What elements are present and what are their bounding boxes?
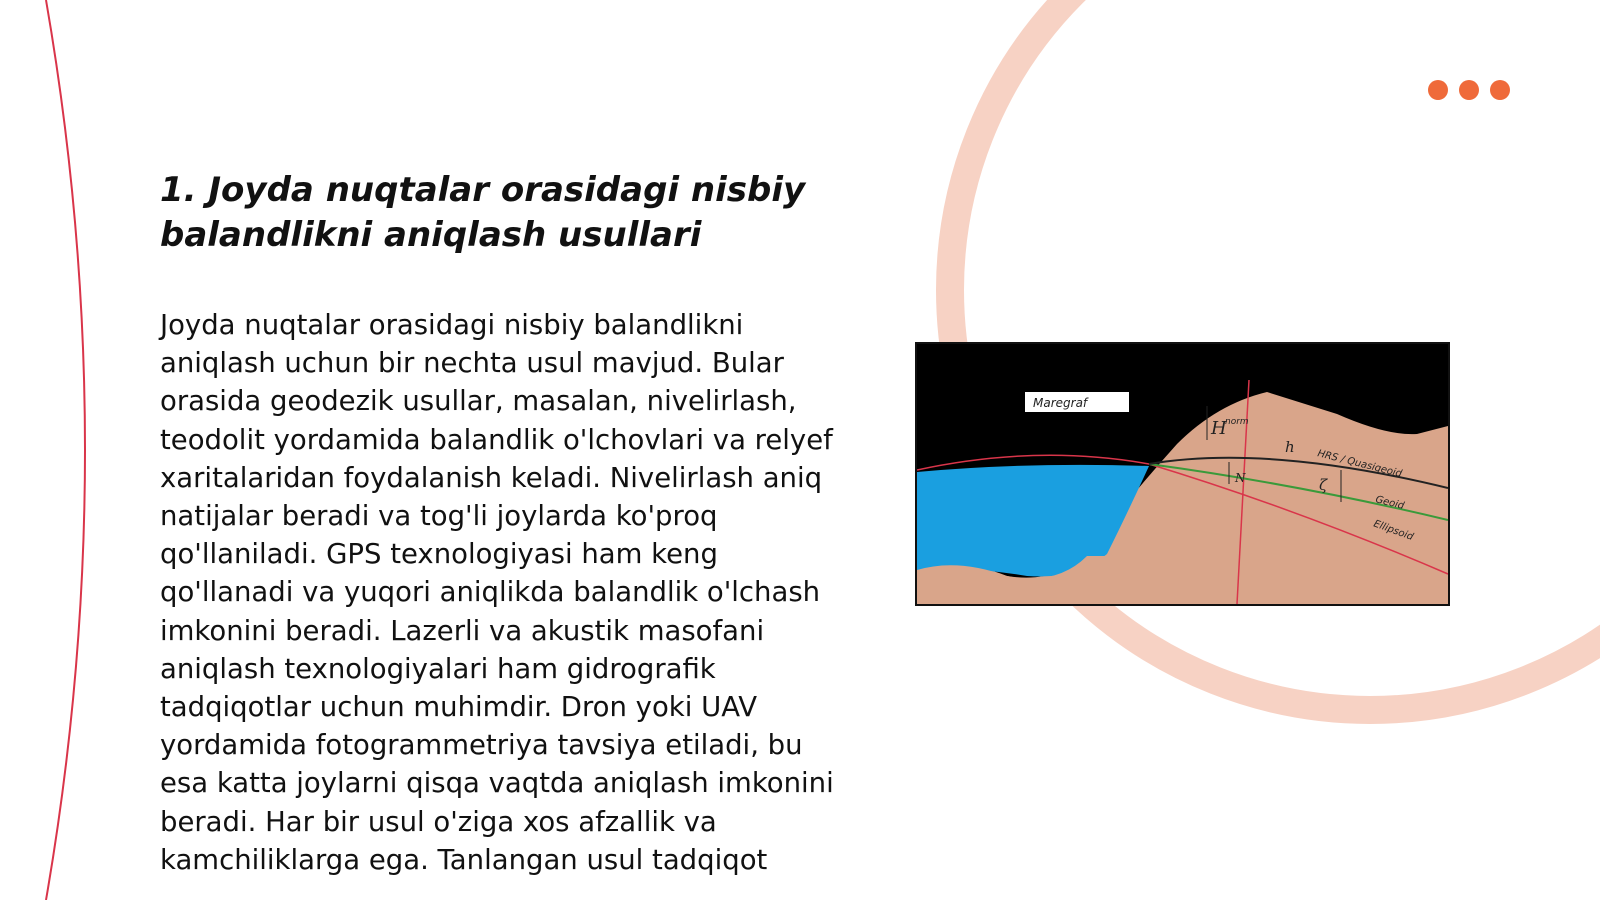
h-norm-superscript: norm [1225, 417, 1249, 427]
dot-icon [1459, 80, 1479, 100]
left-red-arc-decoration [46, 0, 85, 900]
maregraf-label: Maregraf [1033, 396, 1088, 410]
h-norm-label: H [1211, 418, 1227, 439]
n-label: N [1235, 471, 1246, 485]
menu-dots [1428, 80, 1510, 100]
slide-title: 1. Joyda nuqtalar orasidagi nisbiy balandlikni aniqlash usullari [160, 170, 806, 255]
zeta-label: ζ [1319, 476, 1328, 494]
dot-icon [1490, 80, 1510, 100]
slide-body-text: Joyda nuqtalar orasidagi nisbiy balandlikni aniqlash uchun bir nechta usul mavjud. Bular orasida geodezik usullar, masalan, nivelirlash, teodolit yordamida balandlik o'lchovlari va relyef xaritalaridan foydalanish keladi. Nivelirlash aniq natijalar beradi va tog'li joylarda ko'proq qo'llaniladi. GPS texnologiyasi ham keng qo'llanadi va yuqori aniqlikda balandlik o'lchash imkonini beradi. Lazerli va akustik masofani aniqlash texnologiyalari ham gidrografik tadqiqotlar uchun muhimdir. Dron yoki UAV yordamida fotogrammetriya tavsiya etiladi, bu esa katta joylarni qisqa vaqtda aniqlash imkonini beradi. Har bir usul o'ziga xos afzallik va kamchiliklarga ega. Tanlangan usul tadqiqot [160, 309, 834, 876]
height-systems-diagram [915, 342, 1450, 606]
geoid-label: Geoid [1374, 494, 1406, 512]
dot-icon [1428, 80, 1448, 100]
h-label: h [1285, 438, 1295, 456]
quasigeoid-label: HRS / Quasigeoid [1316, 448, 1403, 480]
ellipsoid-label: Ellipsoid [1371, 518, 1415, 544]
